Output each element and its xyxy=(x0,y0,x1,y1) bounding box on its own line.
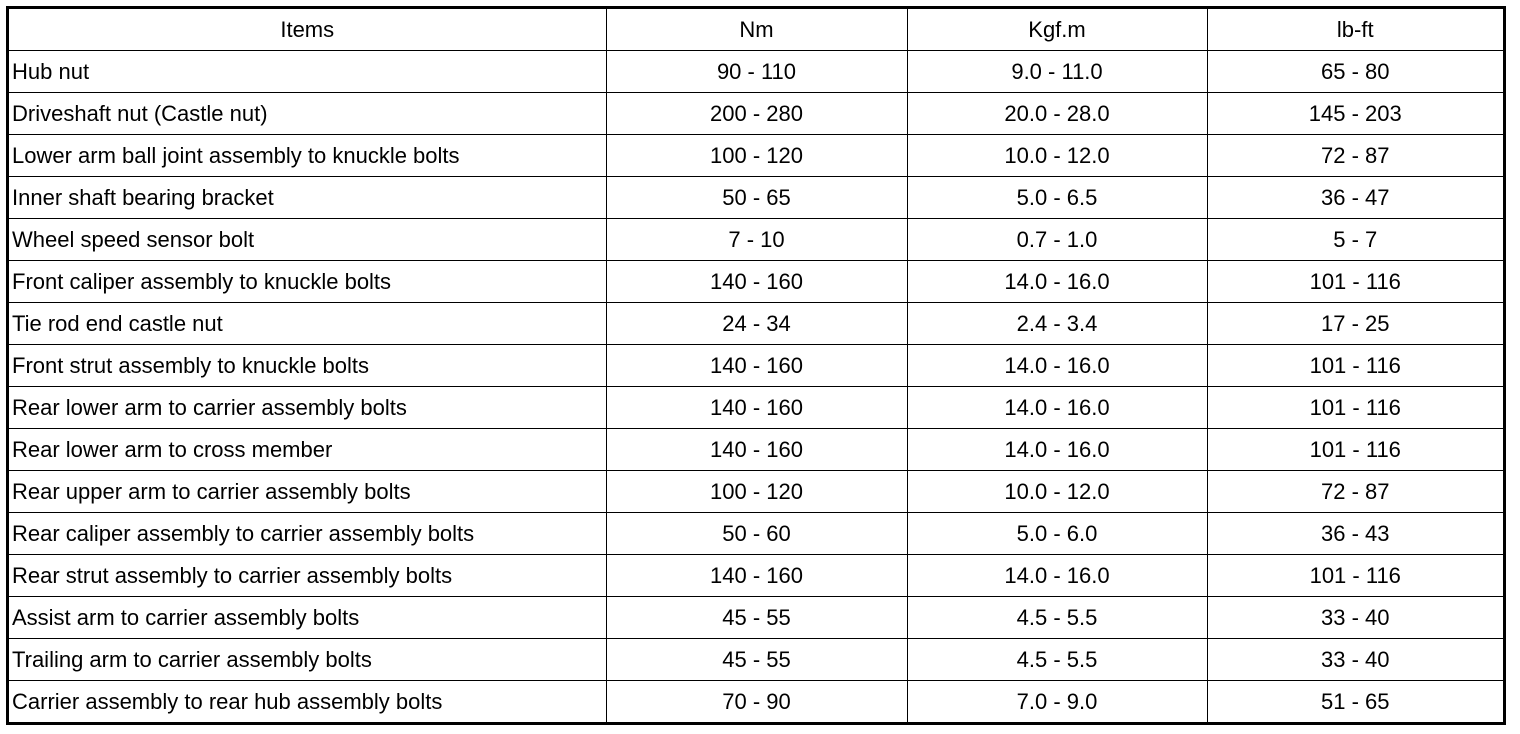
table-row xyxy=(9,387,1503,429)
item-cell: Tie rod end castle nut xyxy=(9,303,606,345)
nm-cell: 140 - 160 xyxy=(606,387,907,429)
lbft-cell: 72 - 87 xyxy=(1207,135,1503,177)
table-row xyxy=(9,345,1503,387)
kgfm-cell: 14.0 - 16.0 xyxy=(907,345,1207,387)
item-cell: Rear lower arm to carrier assembly bolts xyxy=(9,387,606,429)
lbft-cell: 101 - 116 xyxy=(1207,429,1503,471)
nm-cell: 70 - 90 xyxy=(606,681,907,723)
kgfm-cell: 14.0 - 16.0 xyxy=(907,429,1207,471)
nm-cell: 200 - 280 xyxy=(606,93,907,135)
header-row xyxy=(9,9,1503,51)
nm-cell: 50 - 60 xyxy=(606,513,907,555)
kgfm-cell: 7.0 - 9.0 xyxy=(907,681,1207,723)
header-items: Items xyxy=(9,9,606,51)
kgfm-cell: 4.5 - 5.5 xyxy=(907,639,1207,681)
kgfm-cell: 5.0 - 6.0 xyxy=(907,513,1207,555)
table-row xyxy=(9,681,1503,723)
table-row xyxy=(9,51,1503,93)
item-cell: Assist arm to carrier assembly bolts xyxy=(9,597,606,639)
table-row xyxy=(9,513,1503,555)
item-cell: Wheel speed sensor bolt xyxy=(9,219,606,261)
lbft-cell: 145 - 203 xyxy=(1207,93,1503,135)
table-row xyxy=(9,429,1503,471)
nm-cell: 24 - 34 xyxy=(606,303,907,345)
nm-cell: 100 - 120 xyxy=(606,135,907,177)
kgfm-cell: 2.4 - 3.4 xyxy=(907,303,1207,345)
kgfm-cell: 14.0 - 16.0 xyxy=(907,555,1207,597)
header-kgfm: Kgf.m xyxy=(907,9,1207,51)
nm-cell: 140 - 160 xyxy=(606,345,907,387)
item-cell: Lower arm ball joint assembly to knuckle bolts xyxy=(9,135,606,177)
table-row xyxy=(9,135,1503,177)
kgfm-cell: 10.0 - 12.0 xyxy=(907,135,1207,177)
item-cell: Carrier assembly to rear hub assembly bolts xyxy=(9,681,606,723)
nm-cell: 140 - 160 xyxy=(606,261,907,303)
table-row xyxy=(9,177,1503,219)
item-cell: Rear upper arm to carrier assembly bolts xyxy=(9,471,606,513)
kgfm-cell: 14.0 - 16.0 xyxy=(907,387,1207,429)
lbft-cell: 72 - 87 xyxy=(1207,471,1503,513)
lbft-cell: 5 - 7 xyxy=(1207,219,1503,261)
table-row xyxy=(9,93,1503,135)
item-cell: Rear lower arm to cross member xyxy=(9,429,606,471)
kgfm-cell: 14.0 - 16.0 xyxy=(907,261,1207,303)
item-cell: Inner shaft bearing bracket xyxy=(9,177,606,219)
nm-cell: 100 - 120 xyxy=(606,471,907,513)
nm-cell: 140 - 160 xyxy=(606,555,907,597)
table-row xyxy=(9,303,1503,345)
lbft-cell: 101 - 116 xyxy=(1207,345,1503,387)
item-cell: Front strut assembly to knuckle bolts xyxy=(9,345,606,387)
table-row xyxy=(9,639,1503,681)
torque-spec-table xyxy=(9,9,1503,722)
kgfm-cell: 0.7 - 1.0 xyxy=(907,219,1207,261)
table-row xyxy=(9,471,1503,513)
lbft-cell: 33 - 40 xyxy=(1207,639,1503,681)
nm-cell: 50 - 65 xyxy=(606,177,907,219)
lbft-cell: 101 - 116 xyxy=(1207,387,1503,429)
lbft-cell: 101 - 116 xyxy=(1207,555,1503,597)
torque-spec-table-container xyxy=(6,6,1506,725)
nm-cell: 7 - 10 xyxy=(606,219,907,261)
header-lbft: lb-ft xyxy=(1207,9,1503,51)
item-cell: Driveshaft nut (Castle nut) xyxy=(9,93,606,135)
kgfm-cell: 20.0 - 28.0 xyxy=(907,93,1207,135)
lbft-cell: 51 - 65 xyxy=(1207,681,1503,723)
lbft-cell: 33 - 40 xyxy=(1207,597,1503,639)
table-body xyxy=(9,51,1503,723)
item-cell: Rear strut assembly to carrier assembly bolts xyxy=(9,555,606,597)
kgfm-cell: 9.0 - 11.0 xyxy=(907,51,1207,93)
table-row xyxy=(9,219,1503,261)
item-cell: Rear caliper assembly to carrier assembly bolts xyxy=(9,513,606,555)
item-cell: Trailing arm to carrier assembly bolts xyxy=(9,639,606,681)
table-row xyxy=(9,597,1503,639)
nm-cell: 45 - 55 xyxy=(606,597,907,639)
kgfm-cell: 5.0 - 6.5 xyxy=(907,177,1207,219)
lbft-cell: 17 - 25 xyxy=(1207,303,1503,345)
kgfm-cell: 10.0 - 12.0 xyxy=(907,471,1207,513)
nm-cell: 45 - 55 xyxy=(606,639,907,681)
table-row xyxy=(9,555,1503,597)
lbft-cell: 65 - 80 xyxy=(1207,51,1503,93)
nm-cell: 140 - 160 xyxy=(606,429,907,471)
item-cell: Hub nut xyxy=(9,51,606,93)
lbft-cell: 36 - 43 xyxy=(1207,513,1503,555)
table-row xyxy=(9,261,1503,303)
nm-cell: 90 - 110 xyxy=(606,51,907,93)
item-cell: Front caliper assembly to knuckle bolts xyxy=(9,261,606,303)
lbft-cell: 101 - 116 xyxy=(1207,261,1503,303)
kgfm-cell: 4.5 - 5.5 xyxy=(907,597,1207,639)
header-nm: Nm xyxy=(606,9,907,51)
lbft-cell: 36 - 47 xyxy=(1207,177,1503,219)
